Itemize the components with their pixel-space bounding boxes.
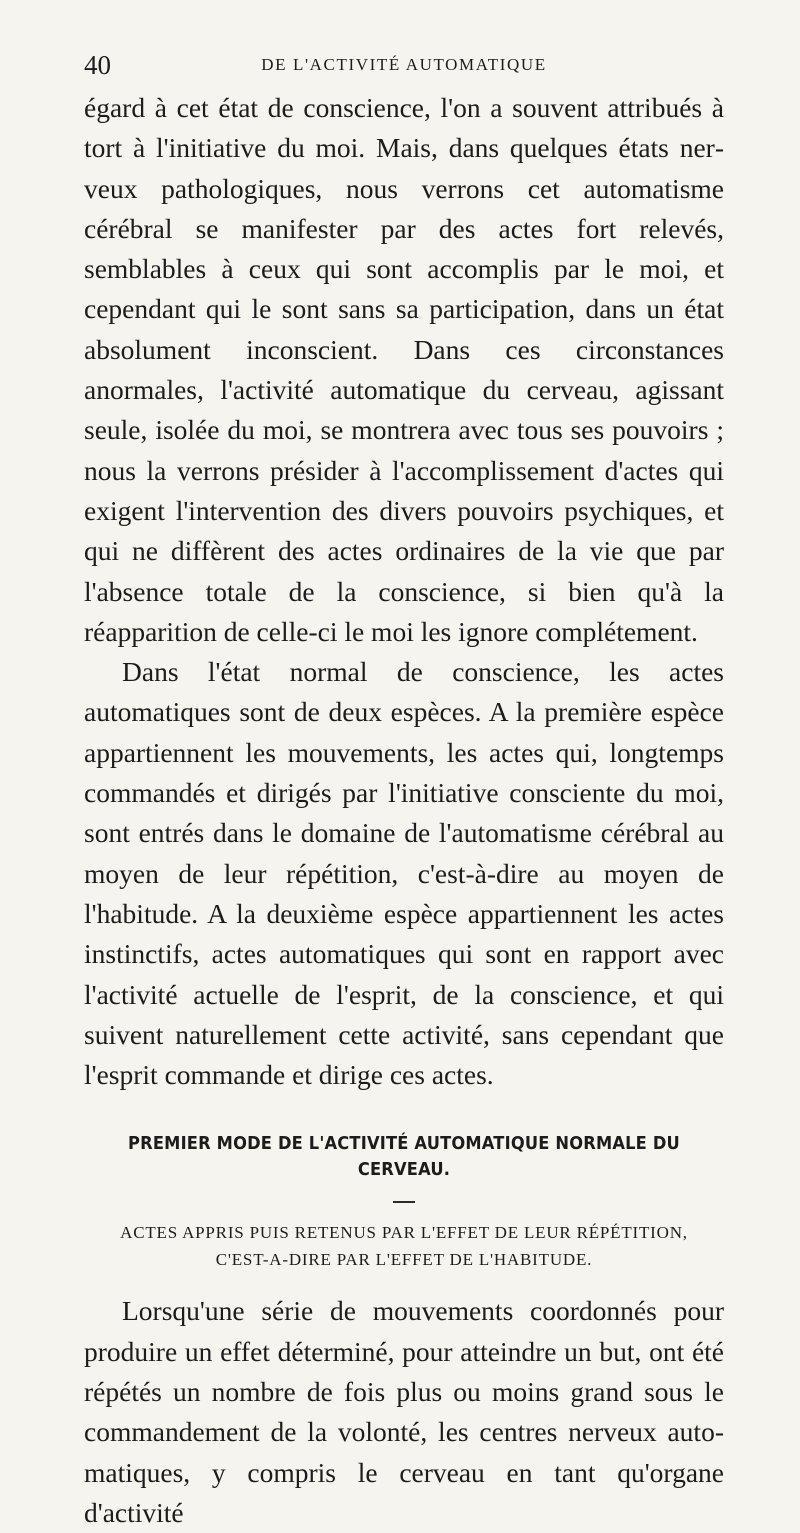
subheading-line-1: ACTES APPRIS PUIS RETENUS PAR L'EFFET DE LEUR RÉPÉTITION, xyxy=(120,1223,688,1243)
book-page xyxy=(84,48,724,1533)
section-subheading xyxy=(84,1219,724,1273)
page-number: 40 xyxy=(84,50,111,80)
paragraph-continuation: égard à cet état de conscience, l'on a souvent attribués à tort à l'initiative du moi. Mais, dans quelques états nerveux pathologiques, nous verrons cet automatisme cérébral se manifester par des actes fort relevés, semblables à ceux qui sont accomplis par le moi, et cependant qui le sont sans sa participation, dans un état absolument inconscient. Dans ces circonstances anormales, l'activité automatique du cerveau, agissant seule, isolée du moi, se montrera avec tous ses pouvoirs ; nous la verrons présider à l'accomplissement d'actes qui exigent l'intervention des divers pouvoirs psychiques, et qui ne diffèrent des actes ordinaires de la vie que par l'absence totale de la conscience, si bien qu'à la réapparition de celle-ci le moi les ignore complétement. xyxy=(84,92,724,647)
subheading-line-2: C'EST-A-DIRE PAR L'EFFET DE L'HABITUDE. xyxy=(215,1250,593,1270)
running-head xyxy=(84,48,724,84)
paragraph-two-kinds-of-acts: Dans l'état normal de conscience, les actes automatiques sont de deux espèces. A la première espèce appartiennent les mouvements, les actes qui, longtemps commandés et dirigés par l'initiative consciente du moi, sont entrés dans le domaine de l'automatisme cérébral au moyen de leur répétition, c'est-à-dire au moyen de l'habitude. A la deuxième espèce appartiennent les actes instinctifs, actes automatiques qui sont en rapport avec l'activité actuelle de l'esprit, de la conscience, et qui suivent naturellement cette activité, sans cependant que l'esprit commande et dirige ces actes. xyxy=(84,656,724,1091)
section-heading: PREMIER MODE DE L'ACTIVITÉ AUTOMATIQUE NORMALE DU CERVEAU. xyxy=(128,1134,680,1181)
running-title: DE L'ACTIVITÉ AUTOMATIQUE xyxy=(261,55,547,74)
paragraph-coordinated-movements: Lorsqu'une série de mouvements coordonnés pour produire un effet déterminé, pour atteindre un but, ont été répétés un nombre de fois plus ou moins grand sous le commandement de la volonté, les centres nerveux automatiques, y compris le cerveau en tant qu'organe d'activité xyxy=(84,1295,724,1528)
heading-divider xyxy=(393,1201,415,1203)
